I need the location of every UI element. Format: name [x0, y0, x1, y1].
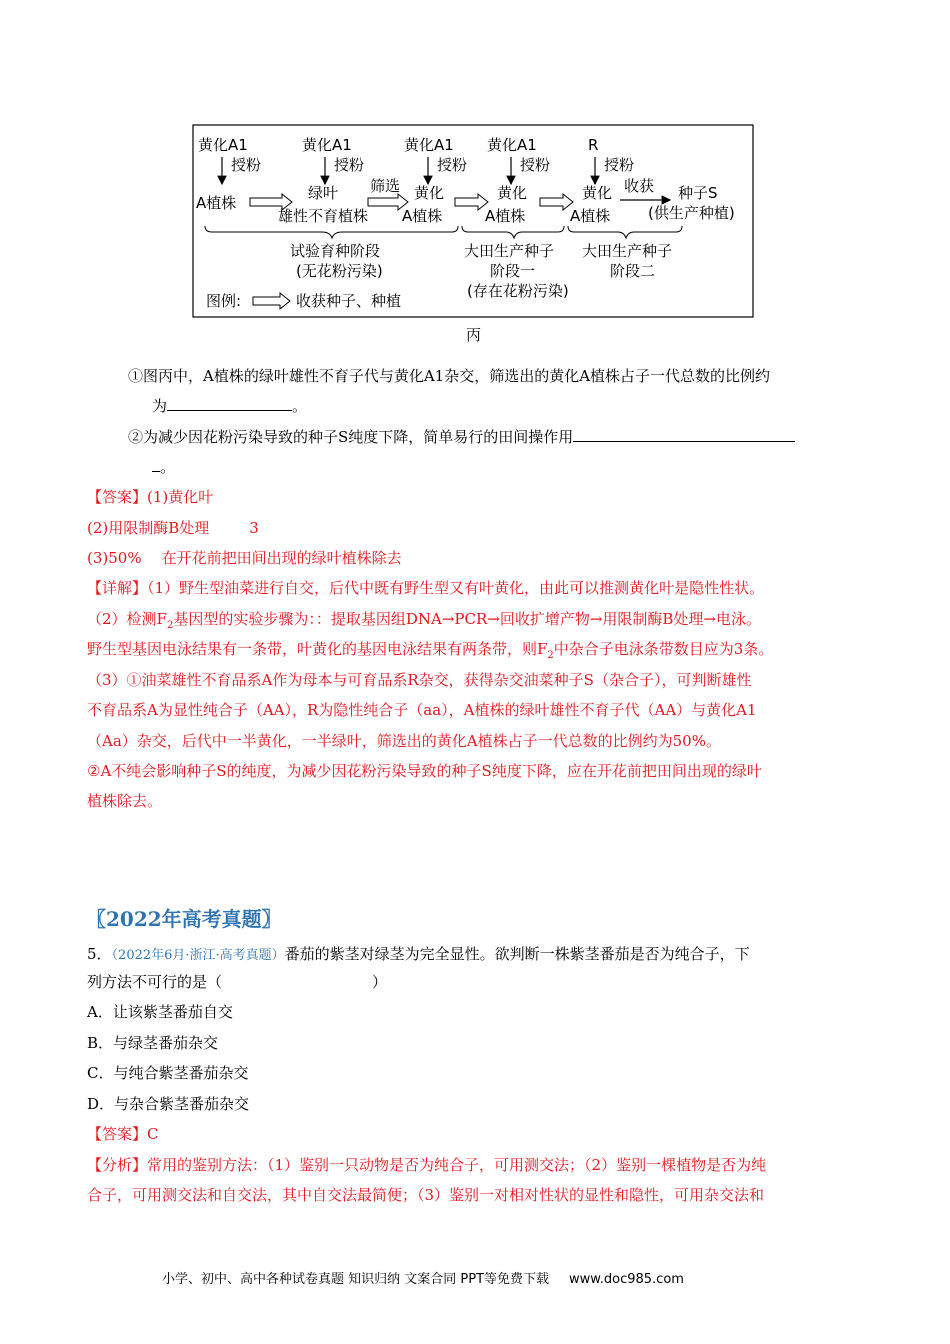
q5-opt-b-text: B．与绿茎番茄杂交 — [87, 1034, 219, 1052]
q5-answer: C — [147, 1125, 159, 1143]
hollow-arrow-3 — [455, 194, 488, 210]
col2-l1: 绿叶 — [308, 184, 339, 202]
q5-opt-a[interactable] — [87, 1002, 233, 1022]
detail-p3-sub: 2 — [547, 650, 554, 661]
stage1-l1: 试验育种阶段 — [290, 242, 381, 260]
col4-l1: 黄化 — [497, 184, 528, 202]
q2-blank[interactable] — [573, 427, 795, 442]
seed-l2: (供生产种植) — [648, 204, 735, 222]
answer-line-2 — [87, 518, 259, 538]
stage1-l2: (无花粉污染) — [296, 262, 383, 280]
q5-analysis-1: 常用的鉴别方法：（1）鉴别一只动物是否为纯合子，可用测交法；（2）鉴别一棵植物是否为纯 — [147, 1156, 767, 1174]
q1-cont-line — [152, 396, 307, 416]
q5-line-1 — [87, 944, 750, 966]
footer-left: 小学、初中、高中各种试卷真题 知识归纳 文案合同 PPT等免费下载 — [162, 1272, 550, 1287]
footer — [162, 1268, 684, 1287]
q5-opt-c-text: C．与纯合紫茎番茄杂交 — [87, 1064, 249, 1082]
detail-p5: 不育品系A为显性纯合子（AA），R为隐性纯合子（aa），A植株的绿叶雄性不育子代（AA）与黄化A1 — [87, 701, 757, 719]
q5-analysis-tag: 【分析】 — [87, 1156, 148, 1174]
q5-stem2b: ） — [372, 973, 388, 991]
q5-line-2 — [87, 972, 387, 992]
answer-2b: 3 — [249, 519, 259, 537]
col5-arrow-label: 授粉 — [604, 156, 635, 174]
q2-blank-2[interactable] — [152, 457, 160, 472]
filter-label: 筛选 — [370, 177, 401, 195]
harvest-label: 收获 — [624, 177, 655, 195]
detail-line-5 — [87, 700, 757, 720]
col4-l2: A植株 — [485, 207, 526, 225]
stage2-l3: (存在花粉污染) — [467, 282, 569, 300]
detail-p6: （Aa）杂交，后代中一半黄化，一半绿叶，筛选出的黄化A植株占子一代总数的比例约为50%。 — [87, 732, 721, 750]
q1-line — [128, 366, 770, 386]
legend-text: 收获种子、种植 — [296, 292, 402, 310]
q5-meta: （2022年6月·浙江·高考真题） — [111, 948, 285, 963]
stage3-l2: 阶段二 — [610, 262, 656, 280]
hollow-arrow-4 — [540, 194, 573, 210]
q5-analysis-line-1 — [87, 1155, 766, 1175]
col5-l2: A植株 — [570, 207, 611, 225]
stage2-l2: 阶段一 — [490, 262, 536, 280]
q5-num: 5． — [87, 945, 112, 963]
detail-tag: 【详解】 — [87, 579, 148, 597]
q5-analysis-line-2 — [87, 1185, 764, 1205]
detail-p2a: （2）检测F — [87, 610, 167, 628]
q5-opt-d-text: D．与杂合紫茎番茄杂交 — [87, 1095, 250, 1113]
detail-p2-sub: 2 — [166, 620, 174, 631]
q5-opt-a-text: A．让该紫茎番茄自交 — [87, 1003, 233, 1021]
answer-line-3 — [87, 548, 402, 568]
footer-link[interactable]: www.doc985.com — [569, 1272, 684, 1287]
detail-line-7 — [87, 761, 762, 781]
stage2-l1: 大田生产种子 — [464, 242, 555, 260]
detail-line-6 — [87, 731, 721, 751]
col4-arrow-label: 授粉 — [520, 156, 551, 174]
col5-top: R — [588, 136, 599, 154]
col1-top: 黄化A1 — [198, 136, 248, 154]
stage3-l1: 大田生产种子 — [582, 242, 673, 260]
detail-p7: ②A不纯会影响种子S的纯度，为减少因花粉污染导致的种子S纯度下降，应在开花前把田间出现的绿叶 — [87, 762, 762, 780]
col1-arrow-label: 授粉 — [231, 156, 262, 174]
col3-arrow-label: 授粉 — [437, 156, 468, 174]
detail-p2b: 基因型的实验步骤为：：提取基因组DNA→PCR→回收扩增产物→用限制酶B处理→电泳。 — [173, 610, 761, 628]
col5-l1: 黄化 — [582, 184, 613, 202]
col2-top: 黄化A1 — [302, 136, 352, 154]
col3-top: 黄化A1 — [404, 136, 454, 154]
detail-p3b: 中杂合子电泳条带数目应为3条。 — [553, 640, 774, 658]
detail-line-1 — [87, 578, 764, 598]
q2-line — [128, 427, 795, 447]
brace-stage2 — [462, 226, 564, 238]
seed-l1: 种子S — [678, 184, 718, 202]
q5-answer-line — [87, 1124, 159, 1144]
col2-arrow-label: 授粉 — [334, 156, 365, 174]
q5-stem2a: 列方法不可行的是（ — [87, 973, 223, 991]
q5-opt-b[interactable] — [87, 1033, 218, 1053]
section-title: 〖2022年高考真题〗 — [86, 907, 282, 931]
q1-blank[interactable] — [167, 396, 292, 411]
q2-cont-line — [152, 457, 175, 477]
answer-3: (3)50% — [87, 549, 142, 567]
q5-opt-d[interactable] — [87, 1094, 249, 1114]
diagram-caption: 丙 — [466, 326, 482, 344]
detail-p3a: 野生型基因电泳结果有一条带，叶黄化的基因电泳结果有两条带，则F — [87, 640, 548, 658]
q5-analysis-2: 合子，可用测交法和自交法，其中自交法最简便；（3）鉴别一对相对性状的显性和隐性，可用杂交法和 — [87, 1186, 765, 1204]
detail-line-8 — [87, 791, 162, 811]
answer-2: (2)用限制酶B处理 — [87, 519, 210, 537]
q1-cont: 为 — [152, 397, 168, 415]
detail-line-2 — [87, 609, 761, 636]
answer-line-1 — [87, 487, 213, 507]
q1-end: 。 — [292, 397, 308, 415]
q5-answer-tag: 【答案】 — [87, 1125, 148, 1143]
detail-p1: （1）野生型油菜进行自交，后代中既有野生型又有叶黄化，由此可以推测黄化叶是隐性性状。 — [147, 579, 765, 597]
answer-3b: 在开花前把田间出现的绿叶植株除去 — [161, 549, 402, 567]
col2-l2: 雄性不育植株 — [278, 207, 369, 225]
detail-p4: （3）①油菜雄性不育品系A作为母本与可育品系R杂交，获得杂交油菜种子S（杂合子），可判断雄性 — [87, 671, 752, 689]
answer-tag: 【答案】 — [87, 488, 148, 506]
q2-text: ②为减少因花粉污染导致的种子S纯度下降，简单易行的田间操作用 — [128, 428, 574, 446]
breeding-diagram — [0, 0, 950, 350]
detail-line-4 — [87, 670, 751, 690]
q5-opt-c[interactable] — [87, 1063, 248, 1083]
q1-text: ①图丙中，A植株的绿叶雄性不育子代与黄化A1杂交，筛选出的黄化A植株占子一代总数的比例约 — [128, 367, 771, 385]
q5-stem: 番茄的紫茎对绿茎为完全显性。欲判断一株紫茎番茄是否为纯合子，下 — [284, 945, 750, 963]
detail-p8: 植株除去。 — [87, 792, 163, 810]
detail-line-3 — [87, 639, 773, 666]
legend-label: 图例: — [206, 292, 242, 310]
col1-left: A植株 — [196, 194, 237, 212]
answer-1: (1)黄化叶 — [147, 488, 214, 506]
brace-stage3 — [568, 226, 682, 238]
col3-l2: A植株 — [402, 207, 443, 225]
col4-top: 黄化A1 — [487, 136, 537, 154]
brace-stage1 — [205, 226, 458, 238]
col3-l1: 黄化 — [414, 184, 445, 202]
q2-cont: 。 — [160, 458, 176, 476]
legend-hollow-arrow — [253, 293, 290, 309]
